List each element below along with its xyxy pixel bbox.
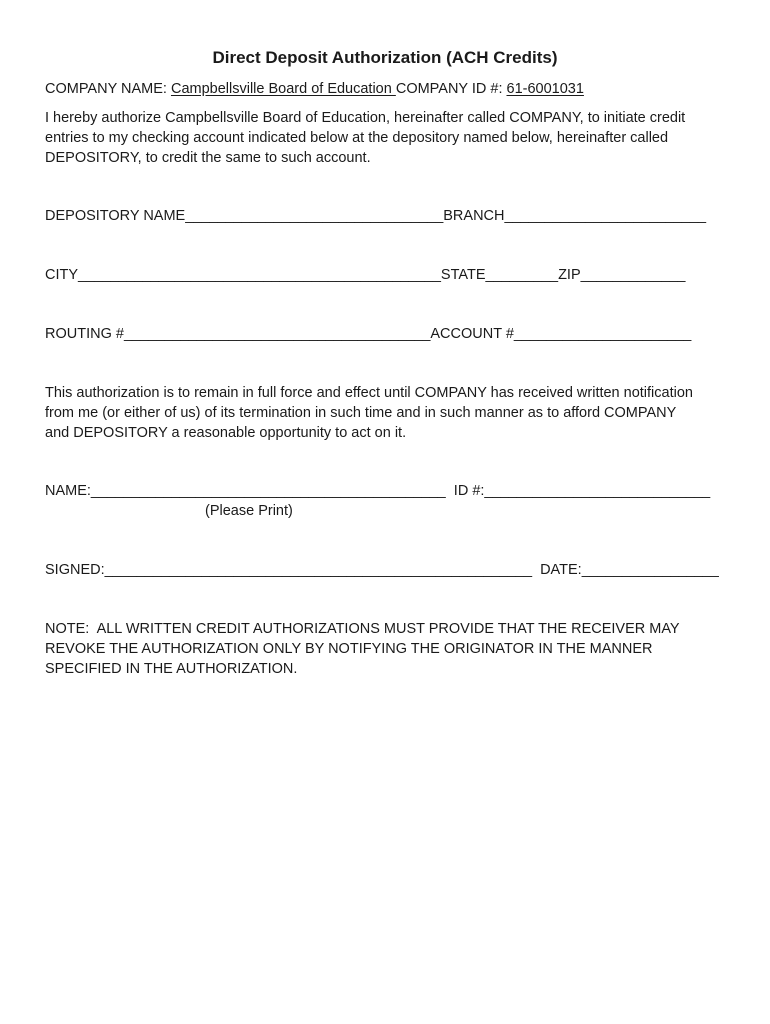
authorization-line-3: and DEPOSITORY a reasonable opportunity to act on it. bbox=[45, 425, 407, 441]
company-line bbox=[45, 79, 584, 99]
authorization-line-1: This authorization is to remain in full force and effect until COMPANY has received written notification bbox=[45, 385, 693, 401]
company-id-value: 61-6001031 bbox=[506, 81, 584, 97]
depository-branch-field[interactable]: DEPOSITORY NAME________________________________BRANCH_________________________ bbox=[45, 208, 707, 224]
note-line-2: REVOKE THE AUTHORIZATION ONLY BY NOTIFYING THE ORIGINATOR IN THE MANNER bbox=[45, 641, 653, 657]
intro-line-2: entries to my checking account indicated below at the depository named below, hereinafter called bbox=[45, 130, 669, 146]
company-name-value: Campbellsville Board of Education bbox=[170, 81, 396, 97]
please-print-label: (Please Print) bbox=[205, 503, 293, 519]
page-title: Direct Deposit Authorization (ACH Credits) bbox=[212, 48, 558, 67]
signed-date-field[interactable]: SIGNED:_____________________________________________________ DATE:_________________ bbox=[45, 562, 719, 578]
intro-line-3: DEPOSITORY, to credit the same to such account. bbox=[45, 150, 371, 166]
intro-line-1: I hereby authorize Campbellsville Board of Education, hereinafter called COMPANY, to initiate credit bbox=[45, 110, 686, 126]
note-line-3: SPECIFIED IN THE AUTHORIZATION. bbox=[45, 661, 298, 677]
authorization-line-2: from me (or either of us) of its termination in such time and in such manner as to afford COMPANY bbox=[45, 405, 677, 421]
company-id-label: COMPANY ID #: bbox=[395, 81, 507, 97]
note-line-1: NOTE: ALL WRITTEN CREDIT AUTHORIZATIONS MUST PROVIDE THAT THE RECEIVER MAY bbox=[45, 621, 680, 637]
name-id-field[interactable]: NAME:____________________________________________ ID #:____________________________ bbox=[45, 483, 711, 499]
company-name-label: COMPANY NAME: bbox=[45, 81, 171, 97]
city-state-zip-field[interactable]: CITY_____________________________________________STATE_________ZIP_____________ bbox=[45, 267, 686, 283]
routing-account-field[interactable]: ROUTING #______________________________________ACCOUNT #______________________ bbox=[45, 326, 692, 342]
